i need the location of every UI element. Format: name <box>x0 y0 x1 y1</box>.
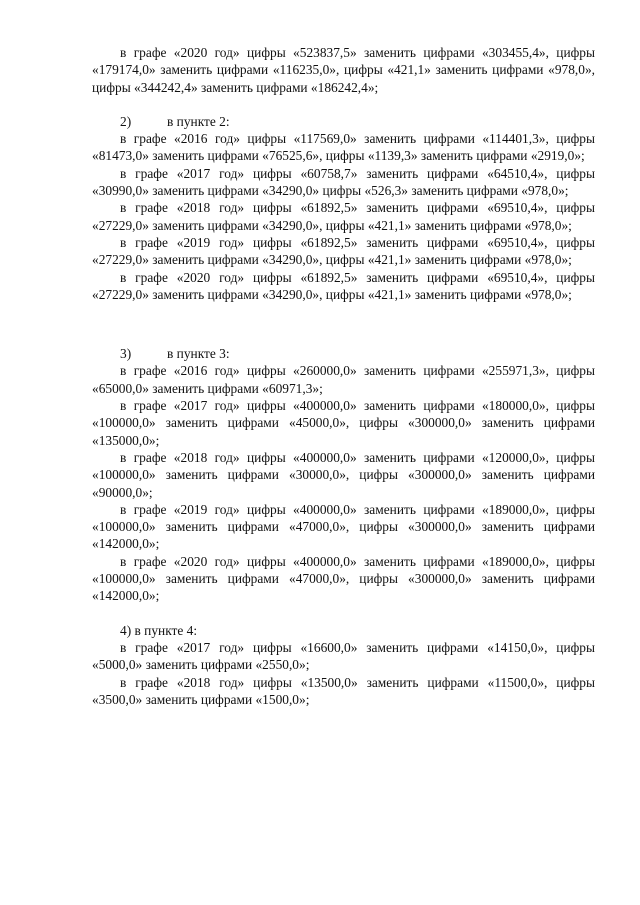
section-2-paragraph-2017: в графе «2017 год» цифры «60758,7» заменить цифрами «64510,4», цифры «30990,0» заменить цифрами «34290,0» цифры «526,3» заменить цифрами «978,0»; <box>92 165 595 199</box>
section-2-number: 2) <box>120 113 132 129</box>
section-4-paragraph-2018: в графе «2018 год» цифры «13500,0» заменить цифрами «11500,0», цифры «3500,0» заменить цифрами «1500,0»; <box>92 674 595 707</box>
section-3-title: в пункте 3: <box>167 346 230 362</box>
section-2-heading <box>92 113 595 130</box>
section-3-paragraph-2017: в графе «2017 год» цифры «400000,0» заменить цифрами «180000,0», цифры «100000,0» заменить цифрами «45000,0», цифры «300000,0» заменить цифрами «135000,0»; <box>92 398 595 448</box>
section-2-paragraph-2016: в графе «2016 год» цифры «117569,0» заменить цифрами «114401,3», цифры «81473,0» заменить цифрами «76525,6», цифры «1139,3» заменить цифрами «2919,0»; <box>92 131 595 164</box>
section-3-paragraph-2018: в графе «2018 год» цифры «400000,0» заменить цифрами «120000,0», цифры «100000,0» заменить цифрами «30000,0», цифры «300000,0» заменить цифрами «90000,0»; <box>92 449 595 500</box>
section-4-paragraph-2017: в графе «2017 год» цифры «16600,0» заменить цифрами «14150,0», цифры «5000,0» заменить цифрами «2550,0»; <box>92 639 595 673</box>
spacer <box>92 96 595 113</box>
section-2-paragraph-2018: в графе «2018 год» цифры «61892,5» заменить цифрами «69510,4», цифры «27229,0» заменить цифрами «34290,0», цифры «421,1» заменить цифрами «978,0»; <box>92 200 595 233</box>
section-2-paragraph-2019: в графе «2019 год» цифры «61892,5» заменить цифрами «69510,4», цифры «27229,0» заменить цифрами «34290,0», цифры «421,1» заменить цифрами «978,0»; <box>92 234 595 268</box>
intro-paragraph: в графе «2020 год» цифры «523837,5» заменить цифрами «303455,4», цифры «179174,0» заменить цифрами «116235,0», цифры «421,1» заменить цифрами «978,0», цифры «344242,4» заменить цифрами «186242,4»; <box>92 45 595 95</box>
spacer <box>92 605 595 622</box>
section-3-paragraph-2020: в графе «2020 год» цифры «400000,0» заменить цифрами «189000,0», цифры «100000,0» заменить цифрами «47000,0», цифры «300000,0» заменить цифрами «142000,0»; <box>92 553 595 604</box>
section-2-paragraph-2020: в графе «2020 год» цифры «61892,5» заменить цифрами «69510,4», цифры «27229,0» заменить цифрами «34290,0», цифры «421,1» заменить цифрами «978,0»; <box>92 269 595 302</box>
section-2-title: в пункте 2: <box>167 113 230 129</box>
spacer <box>92 303 595 345</box>
section-3-number: 3) <box>120 346 132 362</box>
section-3-paragraph-2019: в графе «2019 год» цифры «400000,0» заменить цифрами «189000,0», цифры «100000,0» заменить цифрами «47000,0», цифры «300000,0» заменить цифрами «142000,0»; <box>92 501 595 552</box>
section-3-heading <box>92 345 595 362</box>
section-3-paragraph-2016: в графе «2016 год» цифры «260000,0» заменить цифрами «255971,3», цифры «65000,0» заменить цифрами «60971,3»; <box>92 363 595 396</box>
section-4-heading: 4) в пункте 4: <box>120 622 198 638</box>
document-page <box>92 44 595 708</box>
